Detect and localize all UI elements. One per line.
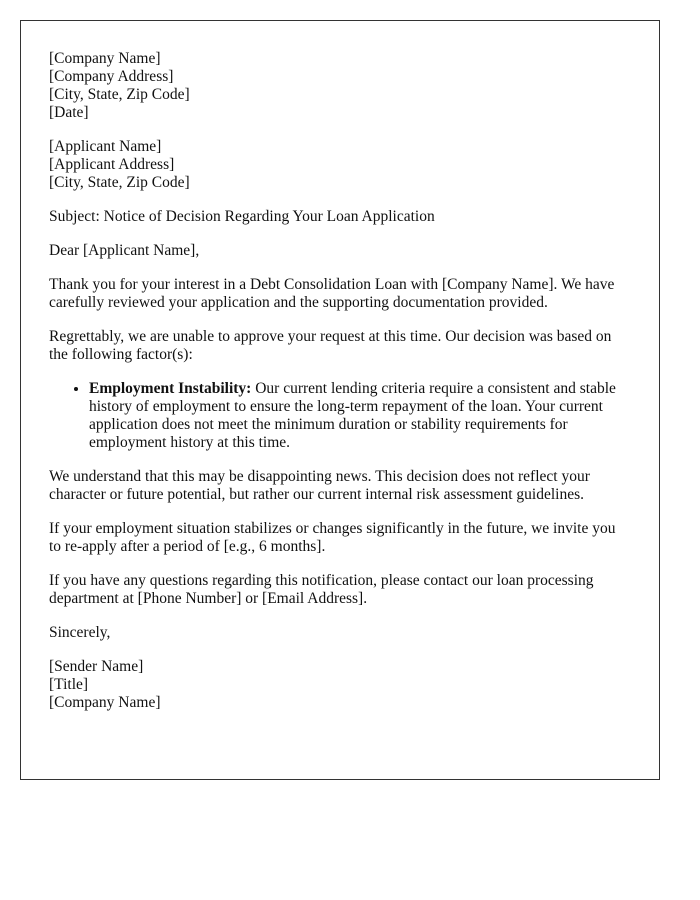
- signature-sender-name: [Sender Name]: [49, 658, 144, 675]
- letter-page: [20, 20, 660, 780]
- signature-title: [Title]: [49, 676, 89, 693]
- sender-company-address: [Company Address]: [49, 68, 174, 85]
- recipient-city-state-zip: [City, State, Zip Code]: [49, 174, 190, 191]
- recipient-address-block: [49, 138, 631, 192]
- factor-item: [89, 380, 631, 452]
- signature-company-name: [Company Name]: [49, 694, 161, 711]
- sender-city-state-zip: [City, State, Zip Code]: [49, 86, 190, 103]
- signature-block: [49, 658, 631, 712]
- salutation: Dear [Applicant Name],: [49, 242, 200, 259]
- recipient-name: [Applicant Name]: [49, 138, 162, 155]
- reapply-paragraph: If your employment situation stabilizes or changes significantly in the future, we invite you to re-apply after a period of [e.g., 6 months].: [49, 520, 616, 555]
- factor-description: Our current lending criteria require a consistent and stable history of employment to ensure the long-term repayment of the loan. Your current application does not meet the minimum duration or stability requirements for employment history at this time.: [89, 380, 616, 451]
- decision-paragraph: Regrettably, we are unable to approve your request at this time. Our decision was based on the following factor(s):: [49, 328, 612, 363]
- empathy-paragraph: We understand that this may be disappointing news. This decision does not reflect your character or future potential, but rather our current internal risk assessment guidelines.: [49, 468, 590, 503]
- letter-date: [Date]: [49, 104, 89, 121]
- sender-address-block: [49, 50, 631, 122]
- closing: Sincerely,: [49, 624, 111, 641]
- recipient-address: [Applicant Address]: [49, 156, 175, 173]
- factors-list: [49, 380, 631, 452]
- factor-name: Employment Instability:: [89, 380, 252, 397]
- intro-paragraph: Thank you for your interest in a Debt Consolidation Loan with [Company Name]. We have carefully reviewed your application and the supporting documentation provided.: [49, 276, 615, 311]
- contact-paragraph: If you have any questions regarding this notification, please contact our loan processing department at [Phone Number] or [Email Address].: [49, 572, 594, 607]
- subject-line: Subject: Notice of Decision Regarding Your Loan Application: [49, 208, 435, 225]
- sender-company-name: [Company Name]: [49, 50, 161, 67]
